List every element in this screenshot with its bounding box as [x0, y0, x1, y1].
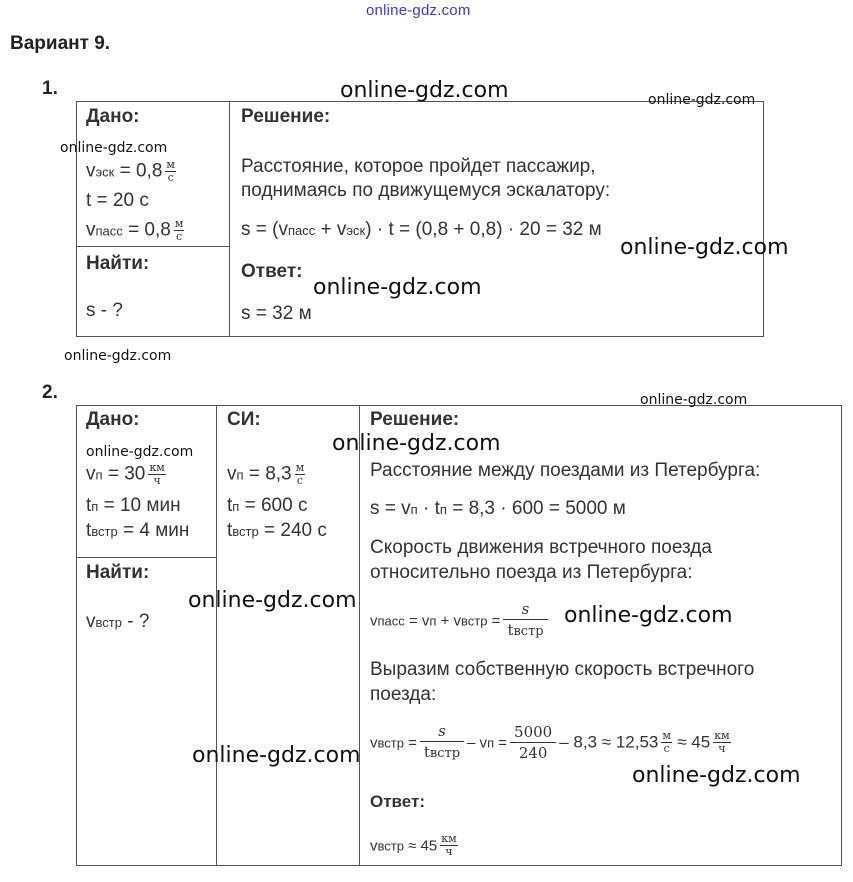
p2-si-tvstr: tвстр = 240 с: [227, 520, 327, 541]
watermark-13: online-gdz.com: [632, 763, 801, 788]
p2-formula-1: s = vп · tп = 8,3 · 600 = 5000 м: [370, 498, 626, 519]
p2-find-value: vвстр - ?: [86, 611, 150, 632]
watermark-7: online-gdz.com: [640, 392, 748, 408]
p1-answer-value: s = 32 м: [241, 303, 312, 324]
p2-text-1: Расстояние между поездами из Петербурга:: [370, 460, 761, 481]
site-watermark-link[interactable]: online-gdz.com: [366, 2, 471, 19]
p1-find-label: Найти:: [86, 253, 150, 274]
p2-text-2: Скорость движения встречного поезда: [370, 537, 712, 558]
p1-given-t: t = 20 с: [86, 190, 149, 211]
watermark-4: online-gdz.com: [620, 235, 789, 260]
p1-solution-label: Решение:: [241, 106, 331, 127]
problem-2-number: 2.: [42, 382, 58, 403]
p2-given-vp: vп = 30 $\frac{км}{ч}$: [86, 461, 165, 487]
p2-si-vp: vп = 8,3 $\frac{м}{с}$: [227, 461, 305, 487]
p2-given-label: Дано:: [86, 409, 140, 430]
p2-answer: vвстр ≈ 45 $\frac{км}{ч}$: [370, 832, 457, 858]
watermark-10: online-gdz.com: [188, 588, 357, 613]
p2-si-label: СИ:: [227, 409, 261, 430]
p1-solution-text-2: поднимаясь по движущемуся эскалатору:: [241, 180, 611, 201]
p1-given-label: Дано:: [86, 106, 140, 127]
watermark-1: online-gdz.com: [340, 78, 509, 103]
p2-given-tvstr: tвстр = 4 мин: [86, 520, 190, 541]
watermark-9: online-gdz.com: [332, 431, 501, 456]
watermark-6: online-gdz.com: [64, 348, 172, 364]
p1-given-v-esk: vэск = 0,8 $\frac{м}{с}$: [86, 158, 175, 184]
p1-formula: s = (vпасс + vэск) · t = (0,8 + 0,8) · 20 = 32 м: [241, 219, 602, 240]
watermark-11: online-gdz.com: [564, 603, 733, 628]
variant-title: Вариант 9.: [10, 33, 111, 54]
p2-answer-label: Ответ:: [370, 792, 425, 811]
watermark-8: online-gdz.com: [86, 444, 194, 460]
p1-find-value: s - ?: [86, 300, 123, 321]
p2-text-3: относительно поезда из Петербурга:: [370, 562, 693, 583]
p2-text-5: поезда:: [370, 684, 437, 705]
watermark-5: online-gdz.com: [313, 275, 482, 300]
watermark-12: online-gdz.com: [192, 743, 361, 768]
p2-si-tp: tп = 600 с: [227, 495, 308, 516]
p1-answer-label: Ответ:: [241, 261, 303, 282]
p2-solution-label: Решение:: [370, 409, 460, 430]
p2-formula-2: vпасс = vп + vвстр = s tвстр: [370, 599, 551, 642]
p1-solution-text-1: Расстояние, которое пройдет пассажир,: [241, 156, 596, 177]
watermark-3: online-gdz.com: [60, 140, 168, 156]
watermark-2: online-gdz.com: [648, 92, 756, 108]
p2-formula-3: vвстр = s tвстр – vп = $\frac{5000}{240}$ – 8,3 ≈ 12,53 $\frac{м}{с}$ ≈ 45 $\frac{км}{ч}$: [370, 722, 730, 762]
p1-given-v-pass: vпасс = 0,8 $\frac{м}{с}$: [86, 217, 184, 243]
p2-text-4: Выразим собственную скорость встречного: [370, 659, 755, 680]
p2-given-tp: tп = 10 мин: [86, 495, 181, 516]
p2-find-label: Найти:: [86, 562, 150, 583]
problem-1-number: 1.: [42, 78, 58, 99]
